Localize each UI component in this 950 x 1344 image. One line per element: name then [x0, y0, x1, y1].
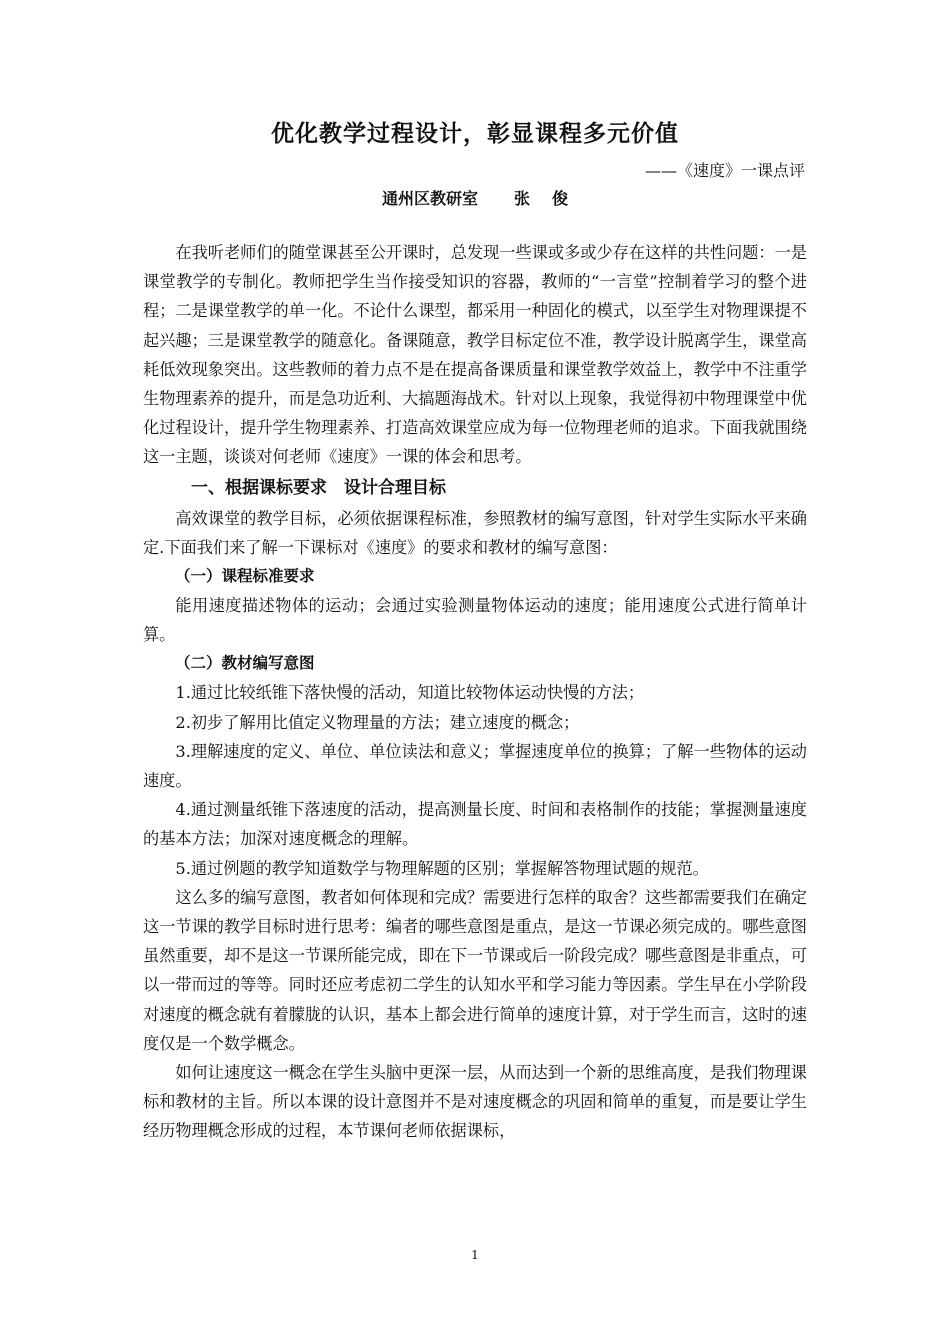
section-paragraph: 高效课堂的教学目标，必须依据课程标准，参照教材的编写意图，针对学生实际水平来确定.下面我们来了解一下课标对《速度》的要求和教材的编写意图： [143, 508, 807, 557]
document-title: 优化教学过程设计，彰显课程多元价值 [271, 121, 679, 147]
author-name-second: 俊 [552, 189, 569, 208]
list-item: 3.理解速度的定义、单位、单位读法和意义；掌握速度单位的换算；了解一些物体的运动速度。 [143, 741, 807, 791]
page-number: 1 [471, 1248, 479, 1262]
document-subtitle: ——《速度》一课点评 [644, 161, 805, 180]
author-org: 通州区教研室 [381, 189, 478, 208]
list-item: 2.初步了解用比值定义物理量的方法；建立速度的概念； [175, 712, 580, 732]
list-item: 4.通过测量纸锥下落速度的活动，提高测量长度、时间和表格制作的技能；掌握测量速度的基本方法；加深对速度概念的理解。 [143, 800, 807, 849]
subsection-heading: （二）教材编写意图 [175, 654, 315, 673]
list-item: 1.通过比较纸锥下落快慢的活动，知道比较物体运动快慢的方法； [175, 683, 645, 703]
section-heading: 一、根据课标要求 设计合理目标 [191, 477, 446, 498]
document-page [143, 110, 807, 1146]
subsection-paragraph: 能用速度描述物体的运动；会通过实验测量物体运动的速度；能用速度公式进行简单计算。 [143, 596, 807, 645]
body-paragraph: 如何让速度这一概念在学生头脑中更深一层，从而达到一个新的思维高度，是我们物理课标和教材的主旨。所以本课的设计意图并不是对速度概念的巩固和简单的重复，而是要让学生经历物理概念形成的过程，本节课何老师依据课标， [143, 1063, 807, 1141]
intro-paragraph: 在我听老师们的随堂课甚至公开课时，总发现一些课或多或少存在这样的共性问题：一是课堂教学的专制化。教师把学生当作接受知识的容器，教师的“一言堂”控制着学习的整个进程；二是课堂教学的单一化。不论什么课型，都采用一种固化的模式，以至学生对物理课提不起兴趣；三是课堂教学的随意化。备课随意，教学目标定位不准，教学设计脱离学生，课堂高耗低效现象突出。这些教师的着力点不是在提高备课质量和课堂教学效益上，教学中不注重学生物理素养的提升，而是急功近利、大搞题海战术。针对以上现象，我觉得初中物理课堂中优化过程设计，提升学生物理素养、打造高效课堂应成为每一位物理老师的追求。下面我就围绕这一主题，谈谈对何老师《速度》一课的体会和思考。 [143, 243, 807, 467]
author-name-first: 张 [513, 189, 530, 208]
body-paragraph: 这么多的编写意图，教者如何体现和完成？需要进行怎样的取舍？这些都需要我们在确定这一节课的教学目标时进行思考：编者的哪些意图是重点，是这一节课必须完成的。哪些意图虽然重要，却不是这一节课所能完成，即在下一节课或后一阶段完成？哪些意图是非重点，可以一带而过的等等。同时还应考虑初二学生的认知水平和学习能力等因素。学生早在小学阶段对速度的概念就有着朦胧的认识，基本上都会进行简单的速度计算，对于学生而言，这时的速度仅是一个数学概念。 [143, 887, 807, 1053]
list-item: 5.通过例题的教学知道数学与物理解题的区别；掌握解答物理试题的规范。 [175, 858, 709, 878]
subsection-heading: （一）课程标准要求 [175, 567, 315, 586]
author-line [143, 184, 807, 214]
